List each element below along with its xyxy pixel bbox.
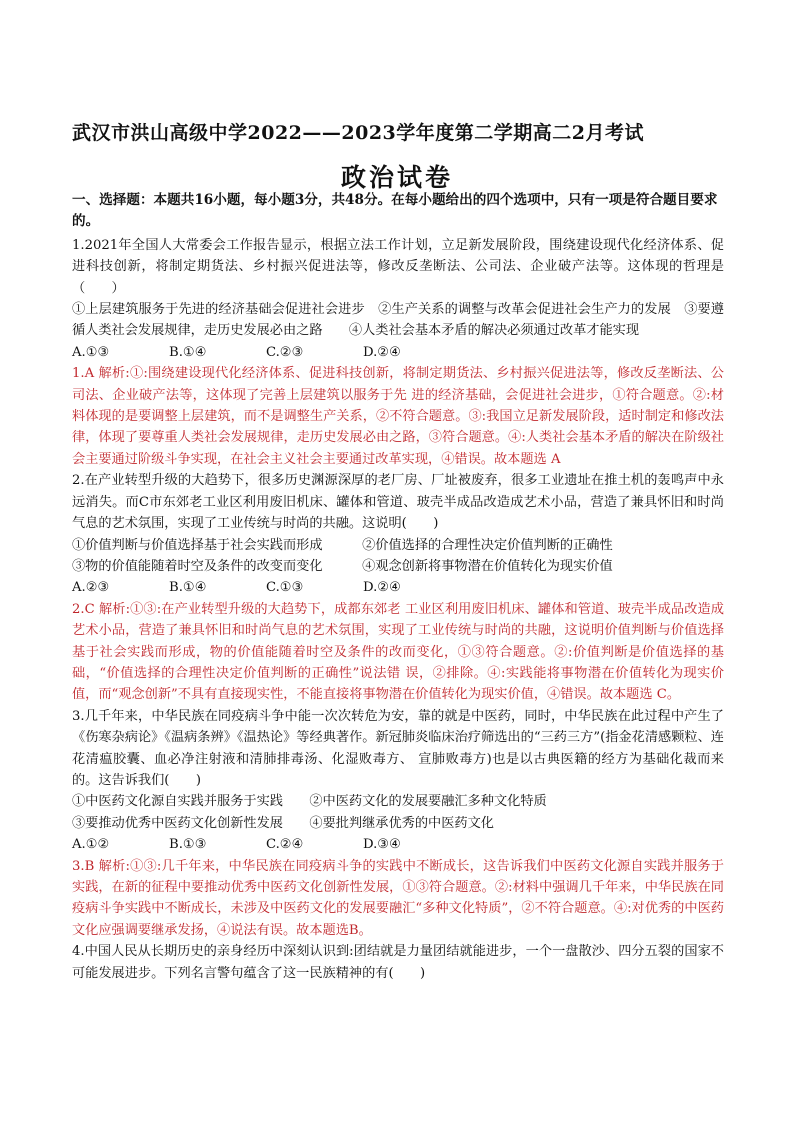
question-2-answer: 2.C 解析:①③:在产业转型升级的大趋势下，成都东郊老 工业区利用废旧机床、罐体和管道、玻壳半成品改造成艺术小品，营造了兼具怀旧和时尚气息的艺术氛围，实现了工业传统与时尚的共融，这说明价值判断与价值选择基于社会实践而形成，物的价值能随着时空及条件的改而变化，①③符合题意。②:价值判断是价值选择的基础，“价值选择的合理性决定价值判断的正确性”说法错 误，②排除。④:实践能将事物潜在价值转化为现实价值，而“观念创新”不具有直接现实性，不能直接将事物潜在价值转化为现实价值，④错误。故本题选 C。 [72,601,724,703]
question-2-stem: 2.在产业转型升级的大趋势下，很多历史渊源深厚的老厂房、厂址被废弃，很多工业遗址在推土机的轰鸣声中永远消失。而C市东郊老工业区利用废旧机床、罐体和管道、玻壳半成品改造成艺术小品，营造了兼具怀旧和时尚气息的艺术氛围，实现了工业传统与时尚的共融。这说明( ) [72,473,724,532]
question-1-options: ①上层建筑服务于先进的经济基础会促进社会进步 ②生产关系的调整与改革会促进社会生产力的发展 ③要遵循人类社会发展规律，走历史发展必由之路 ④人类社会基本矛盾的解决必须通过改革才能实现 [72,302,724,339]
choice-c: C.②③ [266,344,304,360]
question-3-options-row1 [72,791,724,812]
choice-a: A.①③ [72,344,110,360]
choice-d: D.②④ [363,580,401,596]
option-2: ②价值选择的合理性决定价值判断的正确性 [362,537,613,553]
choice-b: B.①④ [169,344,207,360]
option-1: ①中医药文化源自实践并服务于实践 [72,794,283,810]
option-3: ③要推动优秀中医药文化创新性发展 [72,815,283,831]
option-4: ④要批判继承优秀的中医药文化 [309,815,494,831]
question-3-stem: 3.几千年来，中华民族在同疫病斗争中能一次次转危为安，靠的就是中医药，同时，中华民族在此过程中产生了《伤寒杂病论》《温病条辨》《温热论》等经典著作。新冠肺炎临床治疗筛选出的“三药三方”(指金花清感颗粒、连花清瘟胶囊、血必净注射液和清肺排毒汤、化湿败毒方、 宣肺败毒方)也是以古典医籍的经方为基础化裁而来的。这告诉我们( ) [72,708,724,788]
option-4: ④观念创新将事物潜在价值转化为现实价值 [362,558,613,574]
question-2-options-row2 [72,556,724,577]
question-3-choices [72,834,724,855]
question-2-options-row1 [72,535,724,556]
choice-a: A.①② [72,837,110,853]
option-1: ①价值判断与价值选择基于社会实践而形成 [72,537,323,553]
subject-title: 政治试卷 [340,163,453,192]
exam-content [72,190,724,984]
question-4-stem: 4.中国人民从长期历史的亲身经历中深刻认识到:团结就是力量团结就能进步，一个一盘散沙、四分五裂的国家不可能发展进步。下列名言警句蕴含了这一民族精神的有( ) [72,944,724,981]
choice-b: B.①④ [169,580,207,596]
choice-c: C.①③ [266,580,304,596]
question-1-answer: 1.A 解析:①:围绕建设现代化经济体系、促进科技创新，将制定期货法、乡村振兴促进法等，修改反垄断法、公司法、企业破产法等，这体现了完善上层建筑以服务于先 进的经济基础，会促进社会进步，①符合题意。②:材料体现的是要调整上层建筑，而不是调整生产关系，②不符合题意。③:我国立足新发展阶段，适时制定和修改法律，体现了要尊重人类社会发展规律，走历史发展必由之路，③符合题意。④:人类社会基本矛盾的解决在阶级社会主要通过阶级斗争实现，在社会主义社会主要通过改革实现，④错误。故本题选 A [72,366,724,467]
section-heading: 一、选择题：本题共16小题，每小题3分，共48分。在每小题给出的四个选项中，只有一项是符合题目要求的。 [72,192,718,230]
question-2-choices [72,577,724,598]
question-3-answer: 3.B 解析:①③:几千年来，中华民族在同疫病斗争的实践中不断成长，这告诉我们中医药文化源自实践并服务于实践，在新的征程中要推动优秀中医药文化创新性发展，①③符合题意。②:材料中强调几千年来，中华民族在同疫病斗争实践中不断成长，未涉及中医药文化的发展要融汇“多种文化特质”，②不符合题意。④:对优秀的中医药文化应强调要继承发扬，④说法有误。故本题选B。 [72,858,724,938]
question-3-options-row2 [72,813,724,834]
question-1-choices [72,342,724,363]
option-2: ②中医药文化的发展要融汇多种文化特质 [309,794,547,810]
school-exam-title: 武汉市洪山高级中学2022——2023学年度第二学期高二2月考试 [72,122,644,144]
choice-d: D.②④ [363,344,401,360]
choice-a: A.②③ [72,580,110,596]
choice-c: C.②④ [266,837,304,853]
choice-b: B.①③ [169,837,207,853]
choice-d: D.③④ [363,837,401,853]
question-1-stem: 1.2021年全国人大常委会工作报告显示，根据立法工作计划，立足新发展阶段，围绕建设现代化经济体系、促进科技创新，将制定期货法、乡村振兴促进法等，修改反垄断法、公司法、企业破产法等。这体现的哲理是（ ） [72,237,724,296]
option-3: ③物的价值能随着时空及条件的改变而变化 [72,558,323,574]
